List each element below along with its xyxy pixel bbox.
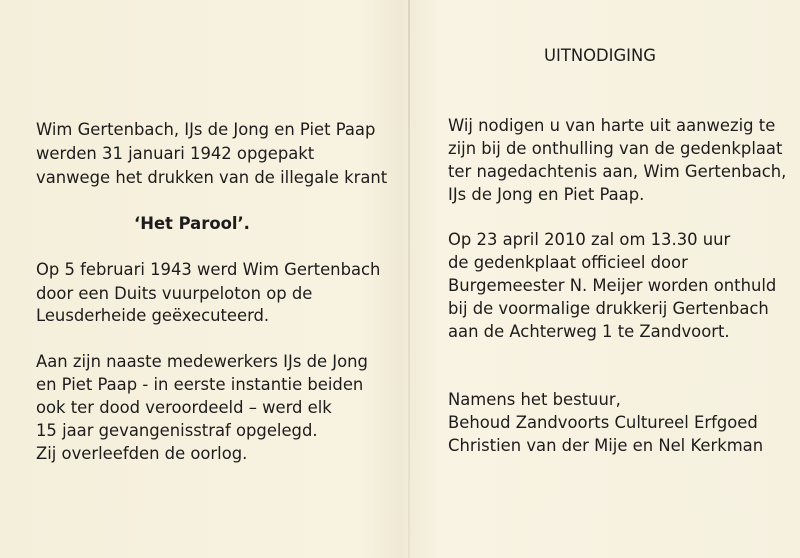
newspaper-title: ‘Het Parool’. [134, 214, 250, 233]
left-para1-line-2: werden 31 januari 1942 opgepakt [36, 144, 315, 163]
right-para2-line-4: bij de voormalige drukkerij Gertenbach [448, 299, 769, 318]
right-para1-line-1: Wij nodigen u van harte uit aanwezig te [448, 116, 776, 135]
signature-organisation: Behoud Zandvoorts Cultureel Erfgoed [448, 413, 758, 432]
left-para1-line-1: Wim Gertenbach, IJs de Jong en Piet Paap [36, 120, 376, 139]
right-para1-line-4: IJs de Jong en Piet Paap. [448, 185, 645, 204]
left-para3-line-3: ook ter dood veroordeeld – werd elk [36, 398, 332, 417]
left-para3-line-2: en Piet Paap - in eerste instantie beiden [36, 375, 364, 394]
left-para3-line-4: 15 jaar gevangenisstraf opgelegd. [36, 421, 318, 440]
left-para3-line-1: Aan zijn naaste medewerkers IJs de Jong [36, 352, 368, 371]
right-para2-line-5: aan de Achterweg 1 te Zandvoort. [448, 322, 730, 341]
right-para2-line-1: Op 23 april 2010 zal om 13.30 uur [448, 230, 731, 249]
left-para2-line-3: Leusderheide geëxecuteerd. [36, 306, 270, 325]
signature-names: Christien van der Mije en Nel Kerkman [448, 436, 764, 455]
right-para1-line-3: ter nagedachtenis aan, Wim Gertenbach, [448, 162, 787, 181]
invitation-heading: UITNODIGING [544, 46, 656, 65]
left-para3-line-5: Zij overleefden de oorlog. [36, 444, 248, 463]
right-para2-line-2: de gedenkplaat officieel door [448, 253, 688, 272]
signature-line-1: Namens het bestuur, [448, 390, 621, 409]
left-para2-line-1: Op 5 februari 1943 werd Wim Gertenbach [36, 260, 381, 279]
left-para2-line-2: door een Duits vuurpeloton op de [36, 284, 313, 303]
card-fold-line [408, 0, 410, 558]
left-para1-line-3: vanwege het drukken van de illegale krant [36, 168, 388, 187]
right-para1-line-2: zijn bij de onthulling van de gedenkplaat [448, 139, 783, 158]
right-para2-line-3: Burgemeester N. Meijer worden onthuld [448, 276, 777, 295]
